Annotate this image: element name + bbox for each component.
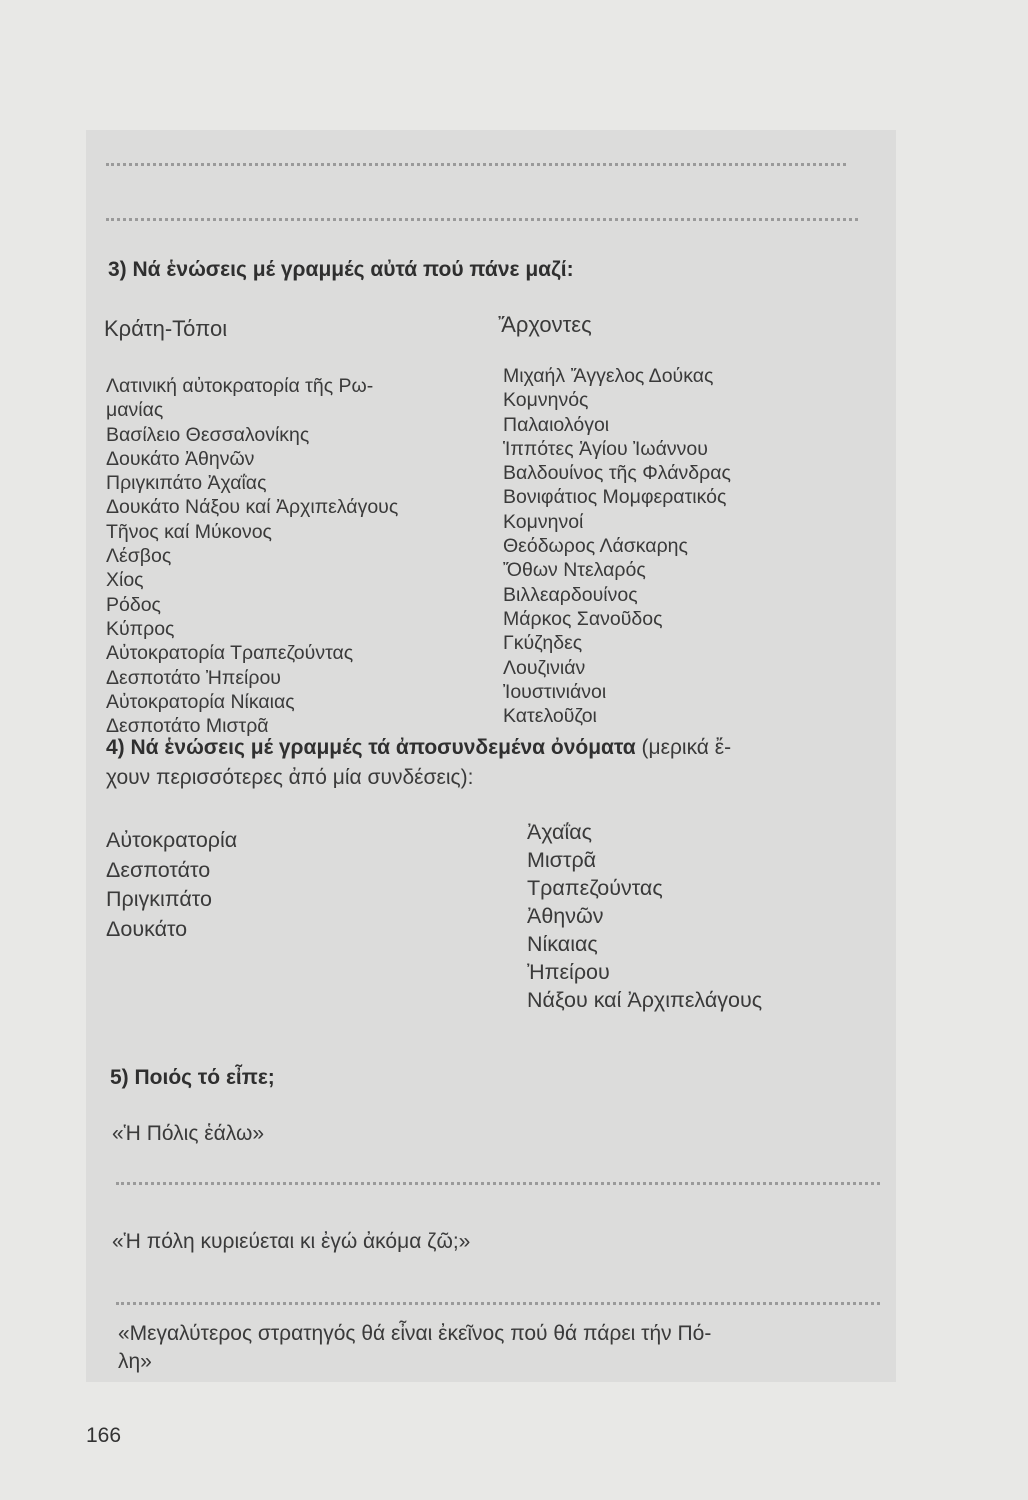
exercise5-heading: 5) Ποιός τό εἶπε;: [110, 1066, 275, 1089]
list-item: Μιχαήλ Ἄγγελος Δούκας: [503, 365, 714, 387]
answer-line: [106, 163, 846, 166]
list-item: Βιλλεαρδουίνος: [503, 583, 638, 606]
list-item: Πριγκιπάτο Ἀχαΐας: [106, 472, 267, 495]
exercise4-heading-line1: [106, 736, 731, 760]
list-item: Ἀχαΐας: [527, 820, 593, 844]
list-item: Κομνηνοί: [503, 510, 584, 533]
list-item: Λατινική αὐτοκρατορία τῆς Ρω-: [106, 375, 374, 397]
list-item: Κύπρος: [106, 617, 175, 640]
exercise4-heading-note: (μερικά ἔ-: [641, 736, 732, 759]
list-item: Αὐτοκρατορία: [106, 828, 238, 852]
rulers-column-header: Ἄρχοντες: [498, 312, 592, 337]
exercise4-right-list: [527, 818, 762, 1014]
list-item: Δεσποτάτο Μιστρᾶ: [106, 715, 269, 738]
exercise3-heading: 3) Νά ἑνώσεις μέ γραμμές αὐτά πού πάνε μαζί:: [108, 258, 574, 281]
quote-3-line2: λη»: [118, 1350, 152, 1373]
list-item: Θεόδωρος Λάσκαρης: [503, 535, 688, 558]
answer-line: [106, 218, 858, 221]
list-item: Ἰουστινιάνοι: [503, 680, 607, 703]
list-item: Λουζινιάν: [503, 656, 586, 679]
exercise4-left-list: [106, 826, 237, 944]
list-item: Βαλδουίνος τῆς Φλάνδρας: [503, 462, 731, 485]
list-item: Λέσβος: [106, 545, 172, 568]
quote-3-line1: «Μεγαλύτερος στρατηγός θά εἶναι ἐκεῖνος πού θά πάρει τήν Πό-: [118, 1322, 712, 1345]
list-item: Βασίλειο Θεσσαλονίκης: [106, 423, 310, 446]
list-item: Ἀθηνῶν: [527, 904, 604, 928]
list-item: Ρόδος: [106, 593, 161, 616]
page-number: 166: [86, 1424, 122, 1447]
list-item: Πριγκιπάτο: [106, 887, 212, 911]
answer-line: [116, 1182, 880, 1185]
list-item: Παλαιολόγοι: [503, 413, 610, 436]
exercise4-heading-line2: χουν περισσότερες ἀπό μία συνδέσεις):: [106, 766, 474, 789]
answer-line: [116, 1302, 880, 1305]
list-item: Δουκάτο: [106, 916, 188, 941]
list-item: Νάξου καί Ἀρχιπελάγους: [527, 988, 763, 1012]
list-item: Χίος: [106, 569, 144, 592]
list-item: Αὐτοκρατορία Νίκαιας: [106, 690, 295, 713]
list-item: Δουκάτο Νάξου καί Ἀρχιπελάγους: [106, 496, 399, 519]
list-item: Ἱππότες Ἁγίου Ἰωάννου: [503, 437, 708, 460]
list-item: Γκύζηδες: [503, 632, 583, 655]
list-item: Νίκαιας: [527, 932, 598, 956]
list-item: Δεσποτάτο: [106, 857, 211, 882]
list-item: Μιστρᾶ: [527, 848, 597, 872]
quote-2: «Ἡ πόλη κυριεύεται κι ἐγώ ἀκόμα ζῶ;»: [112, 1230, 471, 1253]
list-item: Δεσποτάτο Ἠπείρου: [106, 666, 281, 689]
list-item: Μάρκος Σανοῦδος: [503, 607, 663, 630]
list-item: Τραπεζούντας: [527, 876, 663, 900]
list-item: Ὄθων Ντελαρός: [503, 559, 646, 582]
list-item: Δουκάτο Ἀθηνῶν: [106, 447, 255, 470]
states-list: [106, 374, 398, 738]
exercise4-heading-bold: 4) Νά ἑνώσεις μέ γραμμές τά ἀποσυνδεμένα ὀνόματα: [106, 736, 636, 759]
states-column-header: Κράτη-Τόποι: [104, 316, 228, 341]
list-item: Κατελοῦζοι: [503, 705, 597, 728]
list-item: Ἠπείρου: [527, 960, 610, 984]
list-item: μανίας: [106, 399, 164, 422]
list-item: Τῆνος καί Μύκονος: [106, 520, 272, 543]
list-item: Αὐτοκρατορία Τραπεζούντας: [106, 642, 354, 665]
quote-1: «Ἡ Πόλις ἑάλω»: [112, 1122, 265, 1145]
rulers-list: [503, 364, 731, 728]
list-item: Βονιφάτιος Μομφερατικός: [503, 486, 727, 509]
list-item: Κομνηνός: [503, 389, 589, 412]
